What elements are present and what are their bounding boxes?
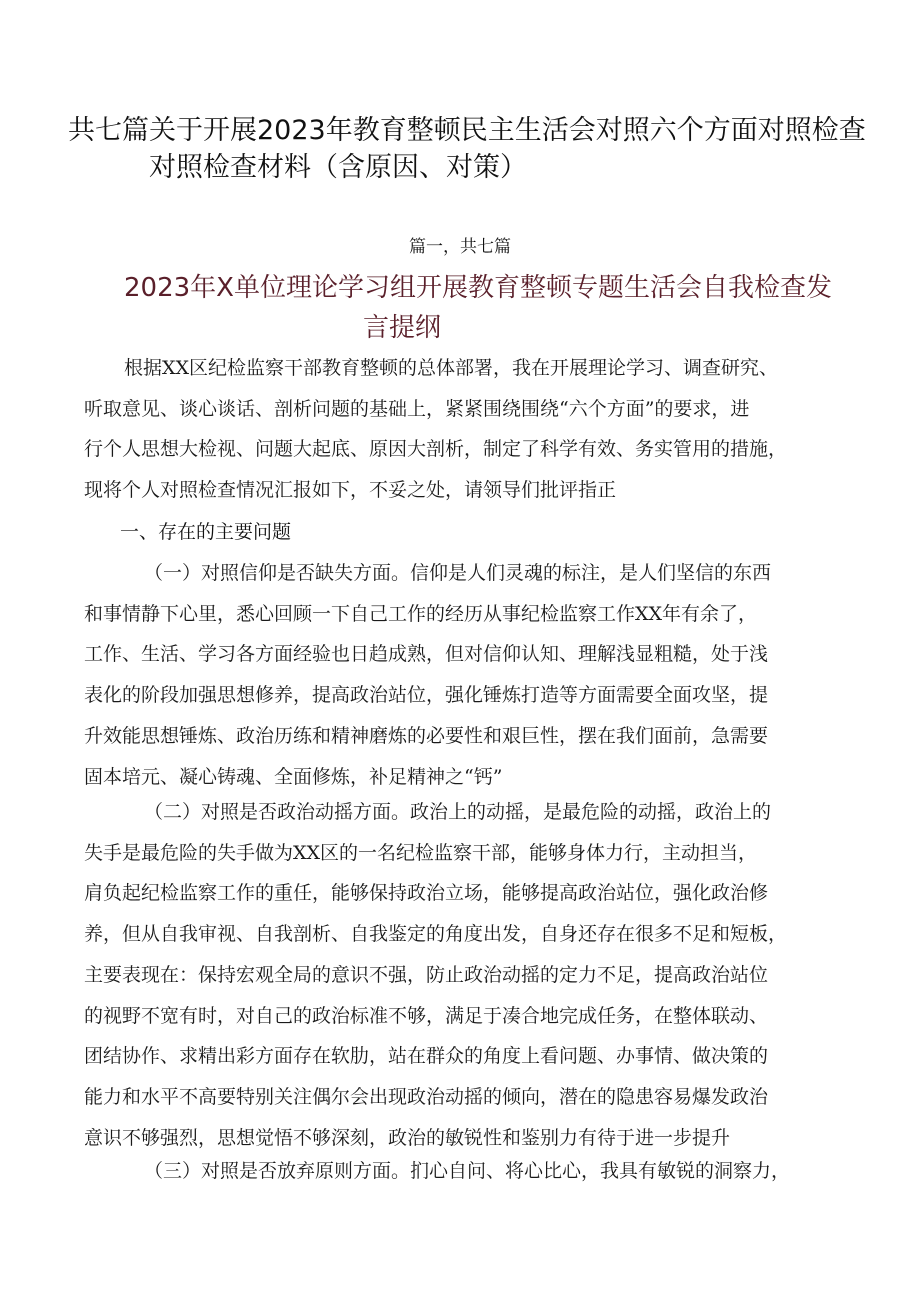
paragraph-line: 养，但从自我审视、自我剖析、自我鉴定的角度出发，自身还存在很多不足和短板， [84,923,788,946]
paragraph-political [84,792,852,1158]
paragraph-line: （二）对照是否政治动摇方面。政治上的动摇，是最危险的动摇，政治上的 [144,801,772,823]
article-title-line-1: 2023年X单位理论学习组开展教育整顿专题生活会自我检查发 [124,273,832,303]
paragraph-line: 固本培元、凝心铸魂、全面修炼，补足精神之“钙” [84,765,503,788]
paragraph-line: 听取意见、谈心谈话、剖析问题的基础上，紧紧围绕围绕“六个方面”的要求，进 [84,397,750,420]
document-title [68,112,868,186]
article-title [124,268,864,348]
paragraph-line: 表化的阶段加强思想修养，提高政治站位，强化锤炼打造等方面需要全面攻坚，提 [84,684,769,707]
paragraph-line: 能力和水平不高要特别关注偶尔会出现政治动摇的倾向，潜在的隐患容易爆发政治 [84,1085,769,1108]
paragraph-line: 肩负起纪检监察工作的重任，能够保持政治立场，能够提高政治站位，强化政治修 [84,882,769,905]
paragraph-line: （一）对照信仰是否缺失方面。信仰是人们灵魂的标注，是人们坚信的东西 [144,562,772,584]
paragraph-line: 根据XX区纪检监察干部教育整顿的总体部署，我在开展理论学习、调查研究、 [124,357,779,379]
paragraph-line: 工作、生活、学习各方面经验也日趋成熟，但对信仰认知、理解浅显粗糙，处于浅 [84,643,769,666]
paragraph-line: 团结协作、求精出彩方面存在软肋，站在群众的角度上看问题、办事情、做决策的 [84,1045,769,1068]
document-title-line-2: 对照检查材料（含原因、对策） [149,152,527,183]
document-title-line-1: 共七篇关于开展2023年教育整顿民主生活会对照六个方面对照检查 [68,115,866,146]
article-title-line-2: 言提纲 [363,313,442,343]
paragraph-line: 行个人思想大检视、问题大起底、原因大剖析，制定了科学有效、务实管用的措施， [84,438,788,461]
paragraph-line: 升效能思想锤炼、政治历练和精神磨炼的必要性和艰巨性，摆在我们面前，急需要 [84,724,769,747]
section-label: 篇一，共七篇 [409,237,511,257]
paragraph-principle [84,1151,852,1192]
paragraph-line: 现将个人对照检查情况汇报如下，不妥之处，请领导们批评指正 [84,479,617,502]
paragraph-line: 意识不够强烈，思想觉悟不够深刻，政治的敏锐性和鉴别力有待于进一步提升 [84,1126,731,1149]
section-heading: 一、存在的主要问题 [120,521,292,543]
intro-paragraph [84,348,852,511]
paragraph-line: 和事情静下心里，悉心回顾一下自己工作的经历从事纪检监察工作XX年有余了， [84,602,758,625]
paragraph-line: （三）对照是否放弃原则方面。扪心自问、将心比心，我具有敏锐的洞察力， [144,1160,791,1182]
paragraph-faith [84,553,852,797]
paragraph-line: 的视野不宽有时，对自己的政治标准不够，满足于凑合地完成任务，在整体联动、 [84,1004,769,1027]
paragraph-line: 失手是最危险的失手做为XX区的一名纪检监察干部，能够身体力行，主动担当， [84,841,758,864]
paragraph-line: 主要表现在：保持宏观全局的意识不强，防止政治动摇的定力不足，提高政治站位 [84,963,769,986]
